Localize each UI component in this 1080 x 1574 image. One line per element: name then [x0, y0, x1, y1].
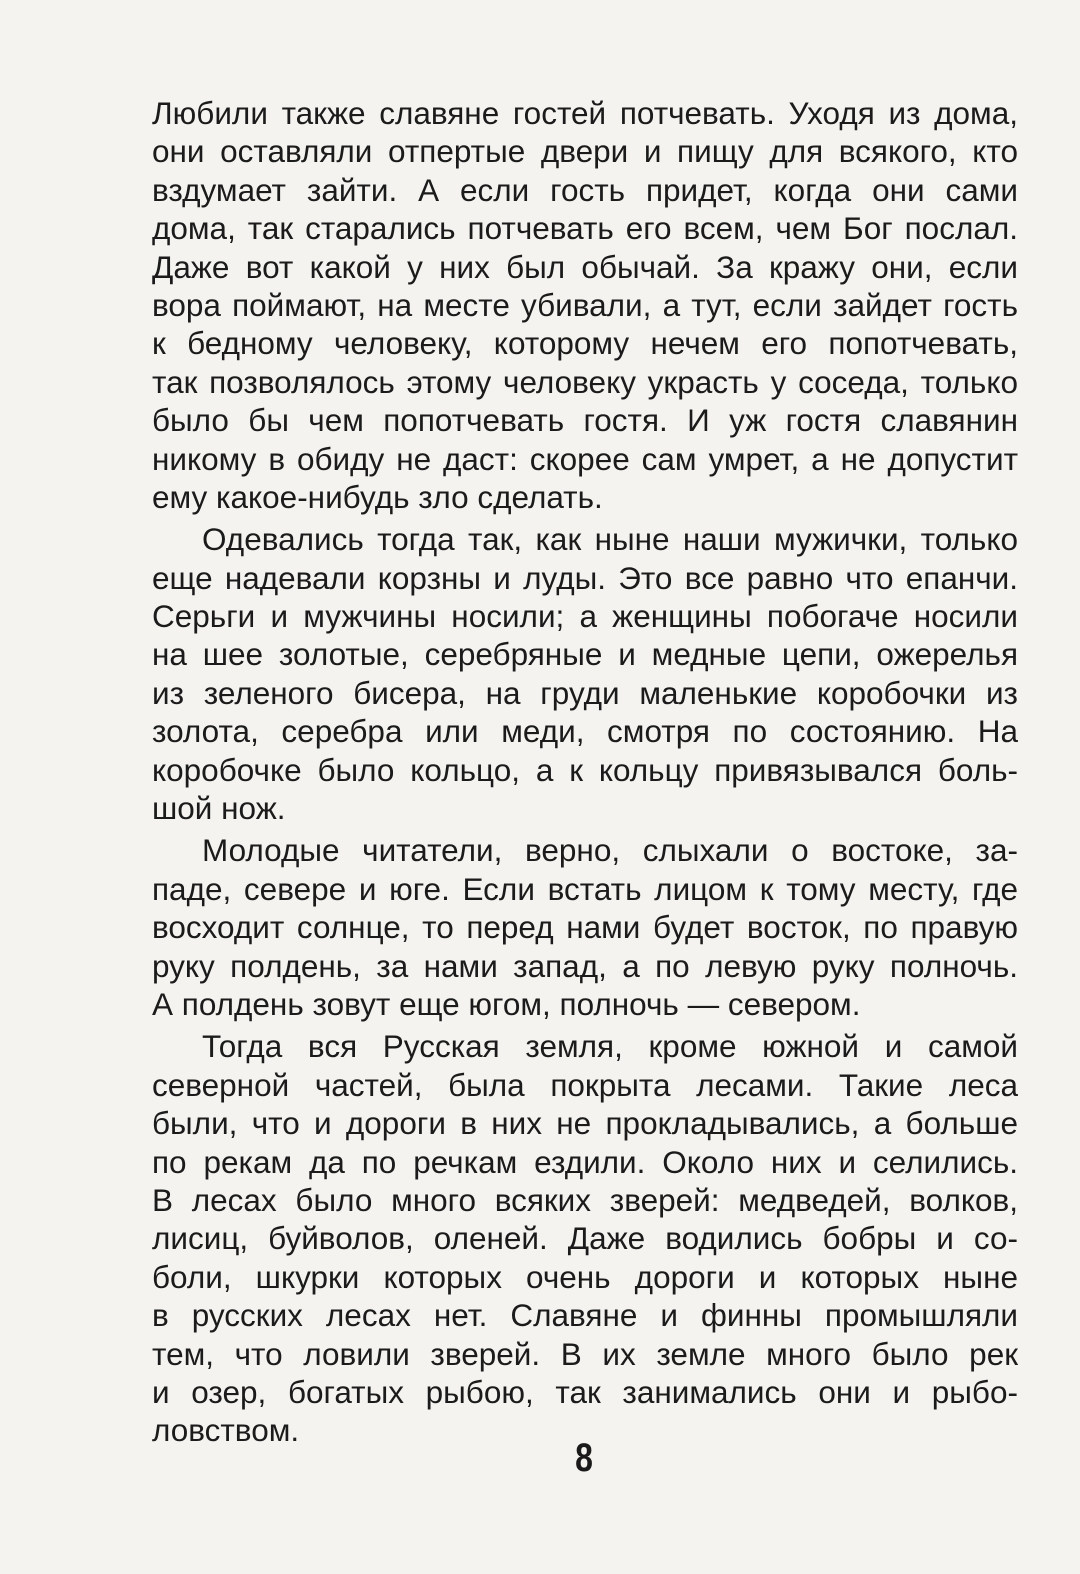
text-line: лисиц, буйволов, оленей. Даже водились бобры и со- — [152, 1220, 1018, 1257]
text-line: В лесах было много всяких зверей: медведей, волков, — [152, 1181, 1018, 1218]
paragraph — [152, 94, 1018, 516]
text-line: по рекам да по речкам ездили. Около них и селились. — [152, 1143, 1018, 1180]
text-line: Тогда вся Русская земля, кроме южной и самой — [202, 1028, 1018, 1065]
paragraph — [152, 1027, 1018, 1449]
text-line: коробочке было кольцо, а к кольцу привязывался боль- — [152, 751, 1018, 788]
text-line: они оставляли отпертые двери и пищу для всякого, кто — [152, 133, 1018, 170]
text-line: Молодые читатели, верно, слыхали о востоке, за- — [202, 832, 1018, 869]
text-line: северной частей, была покрыта лесами. Такие леса — [152, 1066, 1018, 1103]
text-line: Любили также славяне гостей потчевать. Уходя из дома, — [152, 95, 1018, 131]
text-line: вора поймают, на месте убивали, а тут, если зайдет гость — [152, 286, 1018, 323]
text-line: так позволялось этому человеку украсть у соседа, только — [152, 363, 1018, 400]
page-number: 8 — [575, 1436, 593, 1480]
text-line: в русских лесах нет. Славяне и финны промышляли — [152, 1297, 1018, 1334]
text-line: тем, что ловили зверей. В их земле много было рек — [152, 1335, 1018, 1372]
text-line: на шее золотые, серебряные и медные цепи, ожерелья — [152, 636, 1018, 673]
text-line: боли, шкурки которых очень дороги и которых ныне — [152, 1258, 1018, 1295]
text-line: золота, серебра или меди, смотря по состоянию. На — [152, 713, 1018, 750]
text-line: Серьги и мужчины носили; а женщины побогаче носили — [152, 598, 1018, 635]
text-line: из зеленого бисера, на груди маленькие коробочки из — [152, 674, 1018, 711]
text-line: Одевались тогда так, как ныне наши мужички, только — [202, 521, 1018, 558]
text-line: руку полдень, за нами запад, а по левую руку полночь. — [152, 947, 1018, 984]
text-line: вздумает зайти. А если гость придет, когда они сами — [152, 171, 1018, 208]
text-line: Даже вот какой у них был обычай. За кражу они, если — [152, 248, 1018, 285]
text-line: еще надевали корзны и луды. Это все равно что епанчи. — [152, 559, 1018, 596]
body-text — [152, 94, 1018, 1450]
text-line: А полдень зовут еще югом, полночь — севером. — [152, 985, 861, 1022]
text-line: дома, так старались потчевать его всем, чем Бог послал. — [152, 210, 1018, 247]
text-line: восходит солнце, то перед нами будет восток, по правую — [152, 909, 1018, 946]
text-line: паде, севере и юге. Если встать лицом к тому месту, где — [152, 870, 1018, 907]
text-line: ловством. — [152, 1412, 300, 1449]
text-line: было бы чем попотчевать гостя. И уж гостя славянин — [152, 402, 1018, 439]
text-line: никому в обиду не даст: скорее сам умрет, а не допустит — [152, 440, 1018, 477]
text-line: к бедному человеку, которому нечем его попотчевать, — [152, 325, 1018, 362]
text-line: ему какое-нибудь зло сделать. — [152, 478, 603, 515]
text-line: были, что и дороги в них не прокладывались, а больше — [152, 1105, 1018, 1142]
paragraph — [152, 831, 1018, 1023]
text-line: и озер, богатых рыбою, так занимались они и рыбо- — [152, 1373, 1018, 1410]
paragraph — [152, 520, 1018, 827]
text-line: шой нож. — [152, 790, 286, 827]
